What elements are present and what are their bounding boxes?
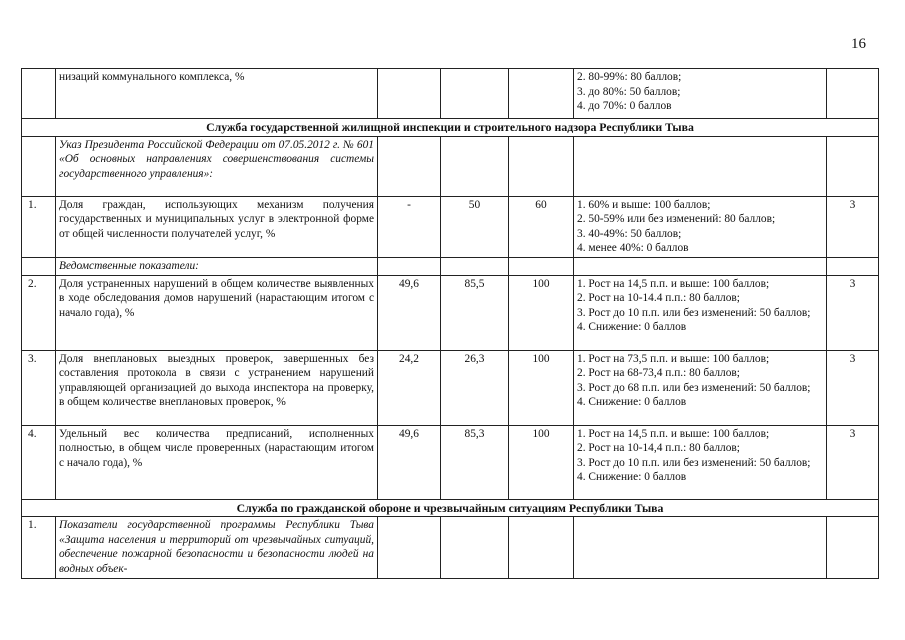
scoring-criteria: [574, 69, 827, 119]
criteria-line: 3. Рост до 68 п.п. или без изменений: 50 баллов;: [577, 381, 811, 394]
table-row: [22, 257, 879, 275]
row-number: 1.: [22, 517, 56, 578]
criteria-line: 4. Снижение: 0 баллов: [577, 471, 687, 484]
table-row: [22, 69, 879, 119]
section-title: Служба по гражданской обороне и чрезвычайным ситуациям Республики Тыва: [22, 499, 879, 517]
criteria-line: 2. 50-59% или без изменений: 80 баллов;: [577, 213, 776, 226]
scoring-criteria: [574, 350, 827, 425]
group-label: Ведомственные показатели:: [56, 257, 378, 275]
weight-cell: 3: [827, 275, 879, 350]
section-header: [22, 499, 879, 517]
value-cell: 50: [441, 196, 509, 257]
table-row: [22, 517, 879, 578]
criteria-line: 4. до 70%: 0 баллов: [577, 100, 672, 113]
criteria-line: 3. Рост до 10 п.п. или без изменений: 50 баллов;: [577, 306, 811, 319]
value-cell: 100: [509, 425, 574, 499]
weight-cell: 3: [827, 425, 879, 499]
indicator-description: Доля внеплановых выездных проверок, завершенных без составления протокола в связи с устранением нарушений управляющей организацией до выхода инспектора на проверку, в общем количестве внеплановых проверок, %: [56, 350, 378, 425]
indicators-table: [21, 68, 879, 579]
page-number: 16: [851, 36, 866, 52]
criteria-line: 3. до 80%: 50 баллов;: [577, 85, 681, 98]
decree-reference: Указ Президента Российской Федерации от 07.05.2012 г. № 601 «Об основных направлениях совершенствования системы государственного управления»:: [56, 136, 378, 196]
table-row: [22, 136, 879, 196]
criteria-line: 2. 80-99%: 80 баллов;: [577, 71, 682, 83]
indicator-description: низаций коммунального комплекса, %: [56, 69, 378, 119]
value-cell: 49,6: [378, 425, 441, 499]
indicator-description: Показатели государственной программы Республики Тыва «Защита населения и территорий от чрезвычайных ситуаций, обеспечение пожарной безопасности и безопасности людей на водных объек-: [56, 517, 378, 578]
value-cell: 60: [509, 196, 574, 257]
value-cell: 85,5: [441, 275, 509, 350]
indicator-description: Доля граждан, использующих механизм получения государственных и муниципальных услуг в электронной форме от общей численности получателей услуг, %: [56, 196, 378, 257]
criteria-line: 4. Снижение: 0 баллов: [577, 396, 687, 409]
table-row: [22, 196, 879, 257]
criteria-line: 1. 60% и выше: 100 баллов;: [577, 198, 711, 211]
value-cell: 100: [509, 350, 574, 425]
row-number: 4.: [22, 425, 56, 499]
value-cell: 24,2: [378, 350, 441, 425]
section-header: [22, 119, 879, 137]
criteria-line: 4. менее 40%: 0 баллов: [577, 242, 689, 255]
table-row: [22, 425, 879, 499]
weight-cell: 3: [827, 350, 879, 425]
row-number: 1.: [22, 196, 56, 257]
indicator-description: Удельный вес количества предписаний, исполненных полностью, в общем числе проверенных (нарастающим итогом с начало года), %: [56, 425, 378, 499]
criteria-line: 2. Рост на 10-14.4 п.п.: 80 баллов;: [577, 292, 740, 305]
criteria-line: 3. Рост до 10 п.п. или без изменений: 50 баллов;: [577, 456, 811, 469]
scoring-criteria: [574, 275, 827, 350]
scoring-criteria: [574, 196, 827, 257]
row-number: 3.: [22, 350, 56, 425]
criteria-line: 2. Рост на 10-14,4 п.п.: 80 баллов;: [577, 442, 740, 455]
section-title: Служба государственной жилищной инспекции и строительного надзора Республики Тыва: [22, 119, 879, 137]
value-cell: 49,6: [378, 275, 441, 350]
indicator-description: Доля устраненных нарушений в общем количестве выявленных в ходе обследования домов нарушений (нарастающим итогом с начало года), %: [56, 275, 378, 350]
value-cell: 85,3: [441, 425, 509, 499]
value-cell: -: [378, 196, 441, 257]
criteria-line: 3. 40-49%: 50 баллов;: [577, 227, 682, 240]
criteria-line: 4. Снижение: 0 баллов: [577, 321, 687, 334]
criteria-line: 1. Рост на 73,5 п.п. и выше: 100 баллов;: [577, 352, 770, 365]
table-row: [22, 350, 879, 425]
value-cell: 26,3: [441, 350, 509, 425]
value-cell: 100: [509, 275, 574, 350]
row-number: 2.: [22, 275, 56, 350]
criteria-line: 1. Рост на 14,5 п.п. и выше: 100 баллов;: [577, 277, 770, 290]
scoring-criteria: [574, 425, 827, 499]
weight-cell: 3: [827, 196, 879, 257]
table-row: [22, 275, 879, 350]
criteria-line: 2. Рост на 68-73,4 п.п.: 80 баллов;: [577, 367, 740, 380]
criteria-line: 1. Рост на 14,5 п.п. и выше: 100 баллов;: [577, 427, 770, 440]
